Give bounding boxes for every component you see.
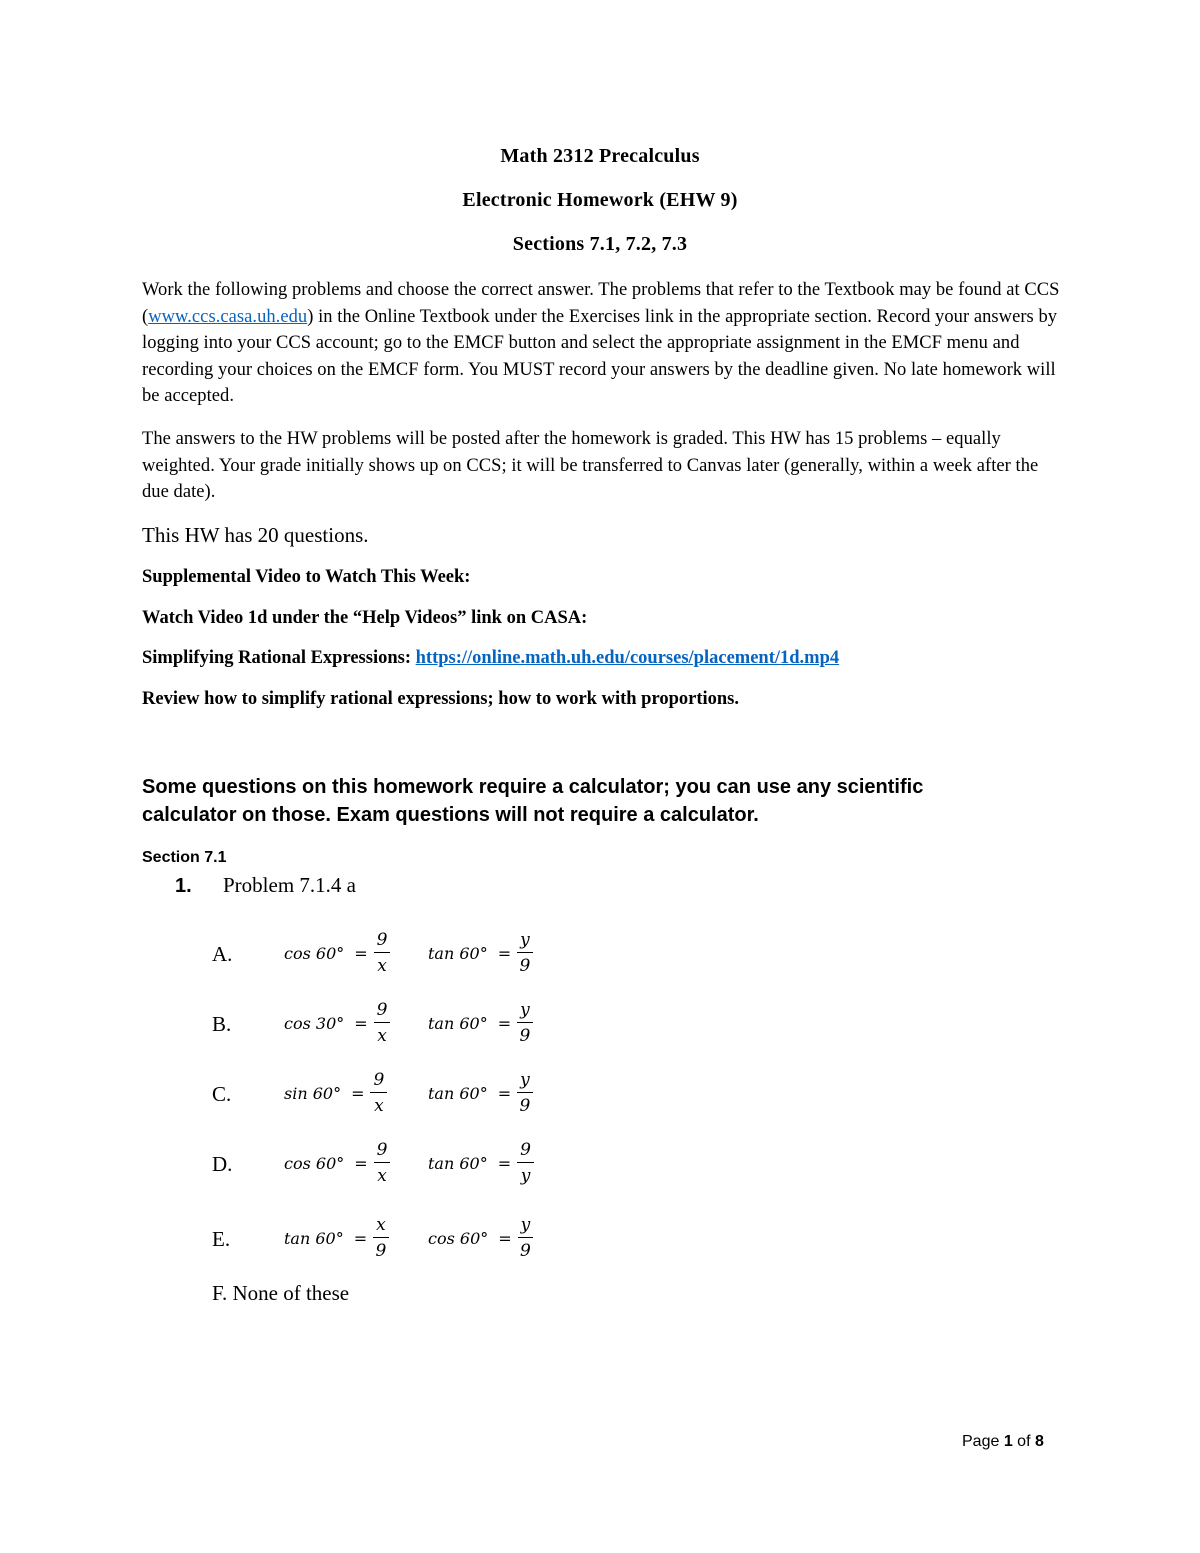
video-url-link[interactable]: https://online.math.uh.edu/courses/placement/1d.mp4 bbox=[415, 648, 840, 668]
trig-function: cos 30° bbox=[284, 1013, 345, 1033]
fraction bbox=[518, 1215, 534, 1261]
fraction bbox=[517, 930, 533, 976]
page-word: Page bbox=[962, 1433, 1004, 1450]
option-letter: A. bbox=[212, 942, 233, 966]
option-expression-1 bbox=[284, 1070, 387, 1116]
fraction bbox=[517, 1070, 533, 1116]
video-watch-instruction: Watch Video 1d under the “Help Videos” link on CASA: bbox=[142, 608, 588, 628]
grading-paragraph: The answers to the HW problems will be posted after the homework is graded. This HW has 15 problems – equally weighted. Your grade initially shows up on CCS; it will be transferred to Canvas later (generally, within a week after the due date). bbox=[142, 429, 1039, 502]
problem-1 bbox=[175, 873, 356, 898]
fraction bbox=[374, 1140, 391, 1186]
problem-text: Problem 7.1.4 a bbox=[223, 873, 356, 897]
option-f: F. None of these bbox=[212, 1281, 350, 1305]
option-expression-2 bbox=[428, 1070, 533, 1116]
fraction-denominator: y bbox=[520, 1166, 531, 1186]
fraction-denominator: 9 bbox=[375, 1241, 387, 1261]
option-letter: C. bbox=[212, 1082, 232, 1106]
fraction-numerator: 9 bbox=[374, 1000, 391, 1023]
trig-function: tan 60° bbox=[428, 1153, 488, 1173]
option-expression-1 bbox=[284, 1140, 390, 1186]
instructions-text-start: Work the following problems and choose the correct answer. The problems that refer to the Textbook may be found at CCS ( bbox=[142, 280, 1060, 327]
equals-sign: = bbox=[497, 1153, 512, 1173]
trig-function: tan 60° bbox=[284, 1228, 344, 1248]
fraction-numerator: 9 bbox=[370, 1070, 387, 1093]
fraction bbox=[374, 930, 391, 976]
of-word: of bbox=[1012, 1433, 1035, 1450]
instructions-text-end: ) in the Online Textbook under the Exercises link in the appropriate section. Record your answers by logging into your CCS account; go to the EMCF button and select the appropriate assignment in the EMCF menu and recording your choices on the EMCF form. You MUST record your answers by the deadline given. No late homework will be accepted. bbox=[142, 306, 1058, 406]
fraction-denominator: x bbox=[377, 1166, 387, 1186]
equals-sign: = bbox=[498, 1228, 512, 1248]
page-footer bbox=[962, 1433, 1044, 1451]
trig-function: cos 60° bbox=[284, 1153, 345, 1173]
instructions-paragraph bbox=[142, 277, 1062, 410]
page-number: 1 bbox=[1003, 1433, 1013, 1450]
fraction-denominator: 9 bbox=[520, 1241, 531, 1261]
equals-sign: = bbox=[497, 1083, 512, 1103]
problem-number: 1. bbox=[175, 875, 192, 897]
fraction-denominator: x bbox=[374, 1096, 384, 1116]
calculator-note: Some questions on this homework require a calculator; you can use any scientific calculator on those. Exam questions will not require a calculator. bbox=[142, 776, 924, 826]
option-expression-2 bbox=[428, 1140, 534, 1186]
trig-function: cos 60° bbox=[428, 1228, 489, 1248]
fraction-numerator: 9 bbox=[517, 1140, 534, 1163]
fraction-denominator: 9 bbox=[519, 1026, 531, 1046]
equals-sign: = bbox=[497, 1013, 512, 1033]
equals-sign: = bbox=[497, 943, 512, 963]
fraction-denominator: x bbox=[377, 1026, 387, 1046]
fraction-denominator: 9 bbox=[519, 1096, 531, 1116]
fraction-denominator: 9 bbox=[519, 956, 531, 976]
fraction bbox=[374, 1000, 391, 1046]
option-letter: B. bbox=[212, 1012, 232, 1036]
assignment-title: Electronic Homework (EHW 9) bbox=[462, 189, 738, 211]
fraction-numerator: y bbox=[517, 1000, 533, 1023]
option-expression-2 bbox=[428, 1000, 533, 1046]
fraction-numerator: 9 bbox=[374, 1140, 391, 1163]
option-expression-2 bbox=[428, 930, 533, 976]
fraction-numerator: y bbox=[517, 930, 533, 953]
sections-title: Sections 7.1, 7.2, 7.3 bbox=[512, 233, 688, 255]
course-title: Math 2312 Precalculus bbox=[500, 145, 700, 167]
review-instruction: Review how to simplify rational expressions; how to work with proportions. bbox=[142, 689, 739, 709]
page-total: 8 bbox=[1034, 1433, 1044, 1450]
video-link-line bbox=[142, 648, 839, 669]
option-letter: E. bbox=[212, 1227, 231, 1251]
trig-function: sin 60° bbox=[284, 1083, 342, 1103]
fraction bbox=[517, 1140, 534, 1186]
option-expression-1 bbox=[284, 1000, 390, 1046]
trig-function: cos 60° bbox=[284, 943, 345, 963]
fraction bbox=[373, 1215, 389, 1261]
fraction bbox=[517, 1000, 533, 1046]
trig-function: tan 60° bbox=[428, 943, 488, 963]
equals-sign: = bbox=[354, 1153, 368, 1173]
video-heading: Supplemental Video to Watch This Week: bbox=[142, 567, 471, 587]
question-count: This HW has 20 questions. bbox=[142, 523, 369, 547]
trig-function: tan 60° bbox=[428, 1013, 488, 1033]
option-expression-1 bbox=[284, 930, 390, 976]
equals-sign: = bbox=[354, 943, 368, 963]
equals-sign: = bbox=[354, 1013, 368, 1033]
fraction-numerator: 9 bbox=[374, 930, 391, 953]
section-label: Section 7.1 bbox=[142, 849, 227, 866]
ccs-link[interactable]: www.ccs.casa.uh.edu bbox=[148, 306, 308, 327]
video-label: Simplifying Rational Expressions: bbox=[142, 648, 416, 668]
fraction bbox=[370, 1070, 387, 1116]
fraction-numerator: y bbox=[518, 1215, 534, 1238]
equals-sign: = bbox=[353, 1228, 368, 1248]
trig-function: tan 60° bbox=[428, 1083, 488, 1103]
option-expression-2 bbox=[428, 1215, 533, 1261]
option-letter: D. bbox=[212, 1152, 233, 1176]
fraction-numerator: x bbox=[373, 1215, 389, 1238]
fraction-denominator: x bbox=[377, 956, 387, 976]
option-expression-1 bbox=[284, 1215, 389, 1261]
fraction-numerator: y bbox=[517, 1070, 533, 1093]
equals-sign: = bbox=[351, 1083, 365, 1103]
